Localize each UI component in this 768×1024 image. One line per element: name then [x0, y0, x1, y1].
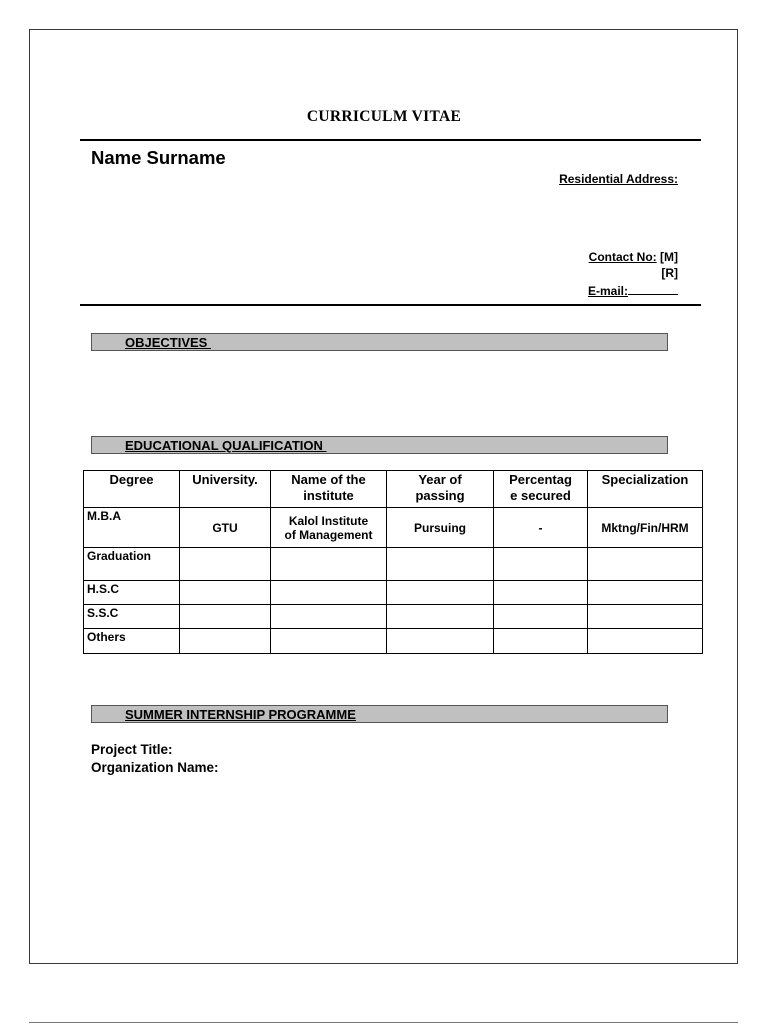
cell-percentage: -	[494, 508, 588, 548]
cell-degree: Graduation	[84, 548, 180, 581]
cell-institute	[271, 581, 387, 605]
internship-heading: SUMMER INTERNSHIP PROGRAMME	[125, 707, 356, 722]
cell-percentage	[494, 548, 588, 581]
contact-number-field	[589, 250, 678, 264]
cell-institute	[271, 605, 387, 629]
cell-degree: H.S.C	[84, 581, 180, 605]
objectives-heading: OBJECTIVES	[125, 335, 211, 350]
document-title: CURRICULM VITAE	[306, 108, 462, 125]
header-bottom-rule	[80, 304, 701, 306]
table-row	[84, 548, 703, 581]
column-header-year: Year of passing	[387, 471, 494, 508]
column-header-percentage: Percentag e secured	[494, 471, 588, 508]
column-header-institute: Name of the institute	[271, 471, 387, 508]
email-field	[588, 284, 678, 298]
organization-name-label: Organization Name:	[91, 760, 219, 775]
table-row	[84, 605, 703, 629]
cell-percentage	[494, 581, 588, 605]
objectives-section-bar	[91, 333, 668, 351]
cell-specialization: Mktng/Fin/HRM	[588, 508, 703, 548]
table-row	[84, 629, 703, 654]
cell-percentage	[494, 629, 588, 654]
cell-degree: S.S.C	[84, 605, 180, 629]
column-header-specialization: Specialization	[588, 471, 703, 508]
education-table	[83, 470, 703, 654]
table-row	[84, 581, 703, 605]
cell-year	[387, 548, 494, 581]
cell-percentage	[494, 605, 588, 629]
table-header-row	[84, 471, 703, 508]
cell-year	[387, 581, 494, 605]
cell-specialization	[588, 548, 703, 581]
contact-residence-tag: [R]	[661, 266, 678, 280]
cell-institute	[271, 629, 387, 654]
cell-university: GTU	[180, 508, 271, 548]
cell-university	[180, 548, 271, 581]
email-blank-line	[628, 284, 678, 295]
contact-number-label: Contact No:	[588, 250, 657, 264]
cell-specialization	[588, 605, 703, 629]
cell-year	[387, 629, 494, 654]
column-header-university: University.	[180, 471, 271, 508]
table-row	[84, 508, 703, 548]
cell-specialization	[588, 581, 703, 605]
top-rule	[80, 139, 701, 141]
project-title-label: Project Title:	[91, 742, 173, 757]
cell-institute: Kalol Institute of Management	[271, 508, 387, 548]
cell-year: Pursuing	[387, 508, 494, 548]
cell-university	[180, 629, 271, 654]
cell-institute	[271, 548, 387, 581]
cell-specialization	[588, 629, 703, 654]
cell-degree: Others	[84, 629, 180, 654]
cell-university	[180, 605, 271, 629]
cell-degree: M.B.A	[84, 508, 180, 548]
cell-year	[387, 605, 494, 629]
cell-university	[180, 581, 271, 605]
candidate-name: Name Surname	[91, 147, 226, 168]
column-header-degree: Degree	[84, 471, 180, 508]
education-heading: EDUCATIONAL QUALIFICATION	[125, 438, 327, 453]
residential-address-label: Residential Address:	[559, 172, 678, 186]
internship-section-bar	[91, 705, 668, 723]
next-page-edge	[29, 1022, 738, 1023]
contact-mobile-tag: [M]	[656, 250, 678, 264]
education-section-bar	[91, 436, 668, 454]
email-label: E-mail:	[587, 284, 628, 298]
